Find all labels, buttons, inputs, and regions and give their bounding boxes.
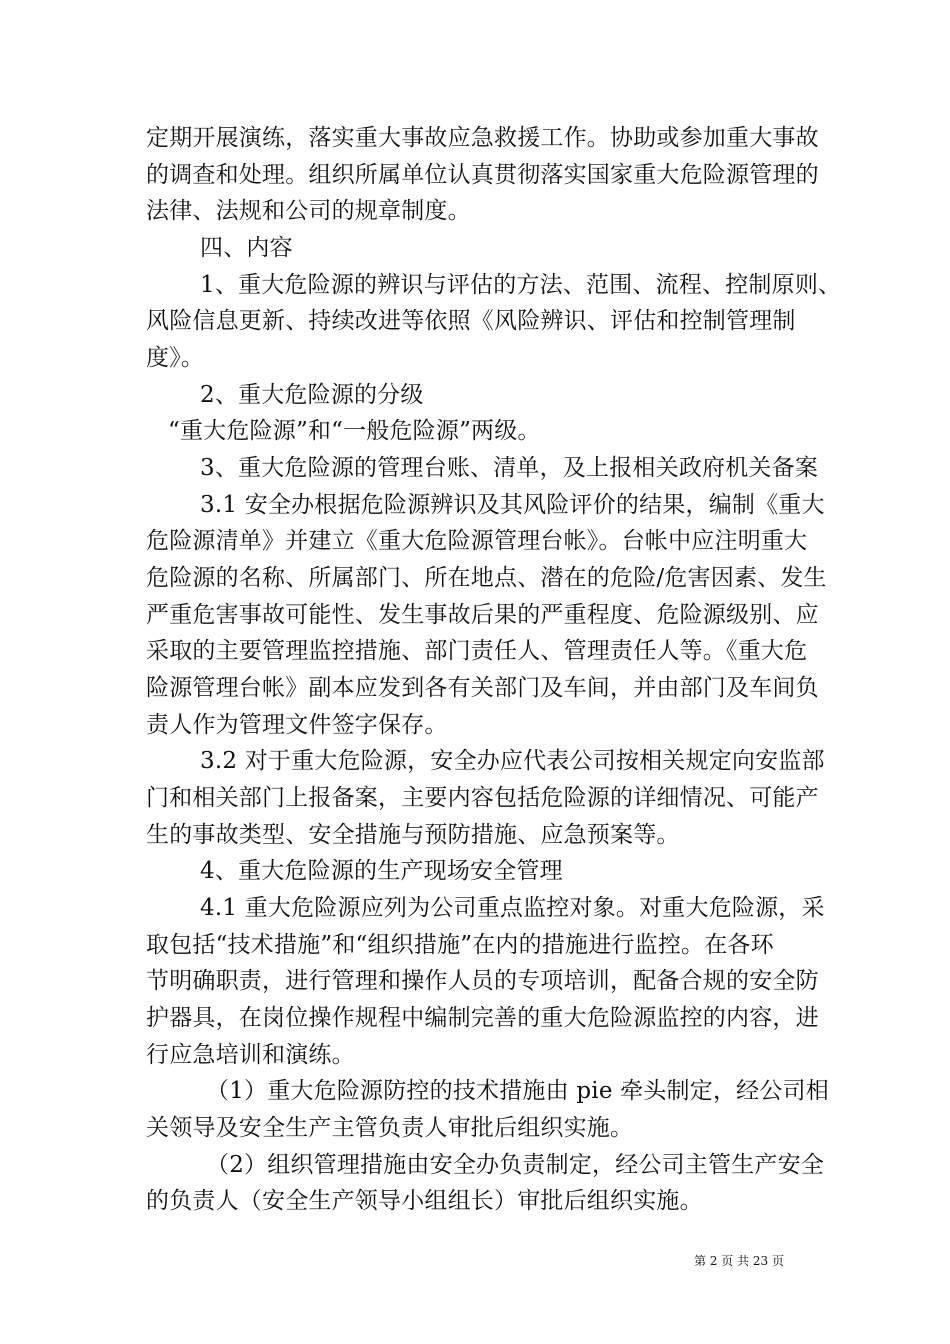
- text-line: 危险源清单》并建立《重大危险源管理台帐》。台帐中应注明重大: [146, 528, 808, 554]
- text-line: 节明确职责，进行管理和操作人员的专项培训，配备合规的安全防: [146, 968, 819, 994]
- text-line: 1、重大危险源的辨识与评估的方法、范围、流程、控制原则、: [200, 272, 842, 298]
- text-line: 生的事故类型、安全措施与预防措施、应急预案等。: [146, 822, 680, 848]
- text-line: 严重危害事故可能性、发生事故后果的严重程度、危险源级别、应: [146, 602, 819, 628]
- text-line: （1）重大危险源防控的技术措施由 pie 牵头制定，经公司相: [206, 1078, 829, 1104]
- text-line: 的调查和处理。组织所属单位认真贯彻落实国家重大危险源管理的: [146, 162, 819, 188]
- subsection-heading: 4、重大危险源的生产现场安全管理: [200, 858, 563, 884]
- text-line: 采取的主要管理监控措施、部门责任人、管理责任人等。《重大危: [146, 638, 808, 664]
- subsection-heading: 3、重大危险源的管理台账、清单，及上报相关政府机关备案: [200, 455, 819, 481]
- text-line: 度》。: [146, 345, 205, 371]
- subsection-heading: 2、重大危险源的分级: [200, 382, 424, 408]
- text-line: （2）组织管理措施由安全办负责制定，经公司主管生产安全: [206, 1152, 825, 1178]
- text-line: 门和相关部门上报备案，主要内容包括危险源的详细情况、可能产: [146, 785, 819, 811]
- text-line: 关领导及安全生产主管负责人审批后组织实施。: [146, 1115, 634, 1141]
- text-line: “重大危险源”和“一般危险源”两级。: [168, 418, 541, 444]
- text-line: 险源管理台帐》副本应发到各有关部门及车间，并由部门及车间负: [146, 675, 819, 701]
- text-line: 护器具，在岗位操作规程中编制完善的重大危险源监控的内容，进: [146, 1005, 819, 1031]
- text-line: 3.2 对于重大危险源，安全办应代表公司按相关规定向安监部: [200, 748, 825, 774]
- text-line: 的负责人（安全生产领导小组组长）审批后组织实施。: [146, 1188, 703, 1214]
- text-line: 4.1 重大危险源应列为公司重点监控对象。对重大危险源，采: [200, 895, 825, 921]
- text-line: 行应急培训和演练。: [146, 1042, 355, 1068]
- text-line: 法律、法规和公司的规章制度。: [146, 198, 471, 224]
- text-line: 责人作为管理文件签字保存。: [146, 712, 448, 738]
- text-line: 危险源的名称、所属部门、所在地点、潜在的危险/危害因素、发生: [146, 565, 827, 591]
- text-line: 3.1 安全办根据危险源辨识及其风险评价的结果，编制《重大: [200, 492, 825, 518]
- text-line: 定期开展演练，落实重大事故应急救援工作。协助或参加重大事故: [146, 125, 819, 151]
- text-line: 取包括“技术措施”和“组织措施”在内的措施进行监控。在各环: [146, 932, 774, 958]
- page-number: 第 2 页 共 23 页: [694, 1254, 784, 1268]
- section-heading: 四、内容: [200, 235, 293, 261]
- text-line: 风险信息更新、持续改进等依照《风险辨识、评估和控制管理制: [146, 308, 796, 334]
